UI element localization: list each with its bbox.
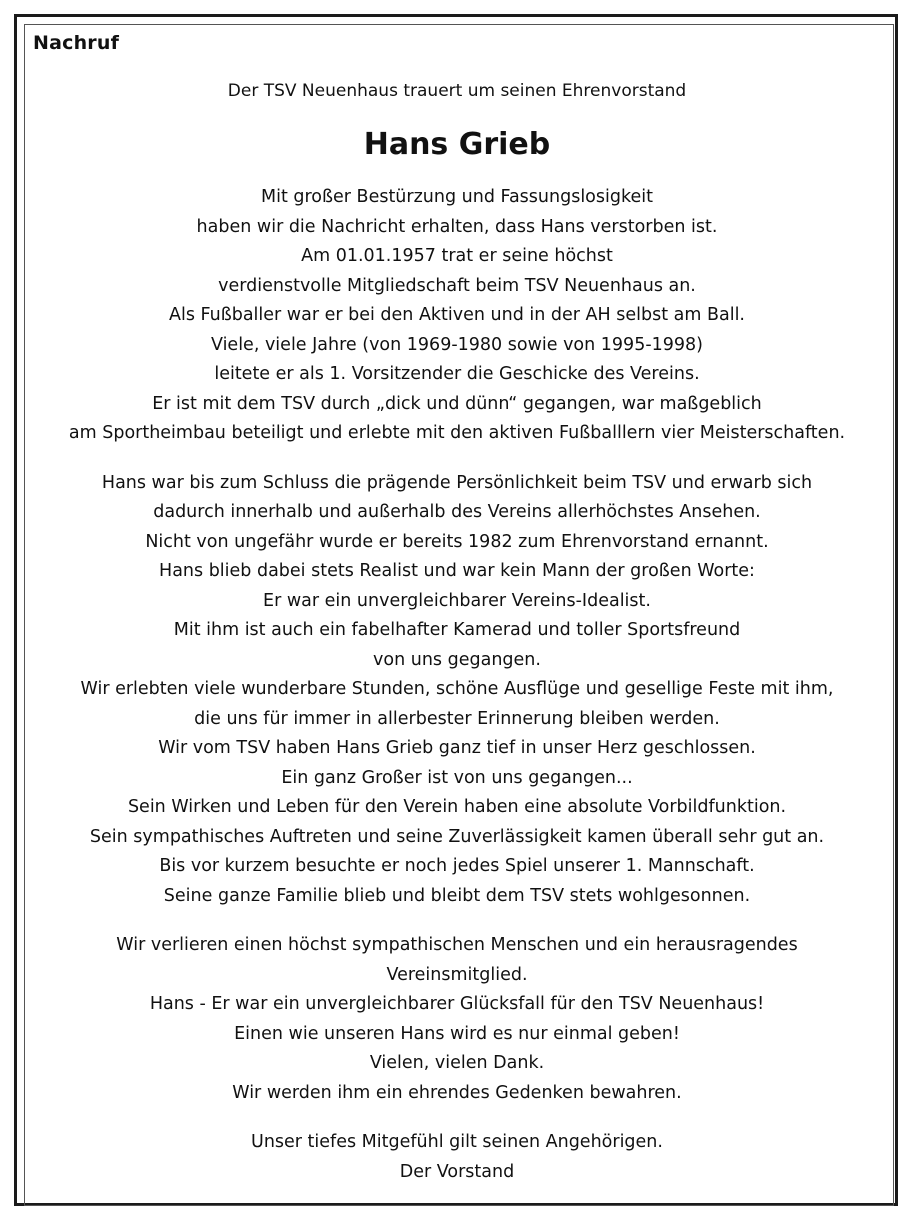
obituary-body xyxy=(30,77,884,1187)
text-line: Vielen, vielen Dank. xyxy=(369,1053,545,1073)
text-line: Mit ihm ist auch ein fabelhafter Kamerad und toller Sportsfreund xyxy=(173,620,741,640)
text-line: leitete er als 1. Vorsitzender die Geschicke des Vereins. xyxy=(214,364,700,384)
paragraph-3 xyxy=(30,931,884,1108)
text-line: Viele, viele Jahre (von 1969-1980 sowie von 1995-1998) xyxy=(210,334,704,355)
text-line: Wir verlieren einen höchst sympathischen Menschen und ein herausragendes xyxy=(116,935,798,955)
text-line: Wir vom TSV haben Hans Grieb ganz tief in unser Herz geschlossen. xyxy=(158,738,756,758)
paragraph-1 xyxy=(30,183,884,449)
paragraph-2 xyxy=(30,469,884,912)
text-line: Einen wie unseren Hans wird es nur einmal geben! xyxy=(234,1023,680,1044)
text-line: am Sportheimbau beteiligt und erlebte mit den aktiven Fußballlern vier Meisterschaften. xyxy=(68,423,846,443)
text-line: Bis vor kurzem besuchte er noch jedes Spiel unserer 1. Mannschaft. xyxy=(159,856,755,876)
text-line: Wir erlebten viele wunderbare Stunden, schöne Ausflüge und gesellige Feste mit ihm, xyxy=(80,679,834,699)
text-line: Am 01.01.1957 trat er seine höchst xyxy=(301,246,613,266)
text-line: Als Fußballer war er bei den Aktiven und in der AH selbst am Ball. xyxy=(168,305,745,325)
text-line: haben wir die Nachricht erhalten, dass Hans verstorben ist. xyxy=(196,216,718,237)
closing-paragraph xyxy=(30,1128,884,1187)
text-line: verdienstvolle Mitgliedschaft beim TSV Neuenhaus an. xyxy=(218,275,696,296)
text-line: Ein ganz Großer ist von uns gegangen... xyxy=(281,767,633,788)
text-line: dadurch innerhalb und außerhalb des Vereins allerhöchstes Ansehen. xyxy=(153,502,761,522)
text-line: Hans blieb dabei stets Realist und war kein Mann der großen Worte: xyxy=(159,561,755,581)
text-line: Seine ganze Familie blieb und bleibt dem TSV stets wohlgesonnen. xyxy=(163,885,751,906)
text-line: von uns gegangen. xyxy=(373,649,541,670)
deceased-name: Hans Grieb xyxy=(363,127,551,162)
text-line: Sein sympathisches Auftreten und seine Zuverlässigkeit kamen überall sehr gut an. xyxy=(89,826,825,847)
obituary-heading: Nachruf xyxy=(33,32,120,54)
text-line: Mit großer Bestürzung und Fassungslosigkeit xyxy=(261,187,653,207)
text-line: Nicht von ungefähr wurde er bereits 1982 zum Ehrenvorstand ernannt. xyxy=(145,531,769,552)
text-line: Er war ein unvergleichbarer Vereins-Idealist. xyxy=(263,590,651,611)
text-line: Wir werden ihm ein ehrendes Gedenken bewahren. xyxy=(232,1082,682,1103)
text-line: Vereinsmitglied. xyxy=(386,964,528,985)
condolence-line: Unser tiefes Mitgefühl gilt seinen Angehörigen. xyxy=(251,1132,663,1152)
text-line: Sein Wirken und Leben für den Verein haben eine absolute Vorbildfunktion. xyxy=(127,797,787,817)
text-line: Er ist mit dem TSV durch „dick und dünn“ gegangen, war maßgeblich xyxy=(152,393,762,414)
signature-line: Der Vorstand xyxy=(399,1161,515,1182)
intro-line: Der TSV Neuenhaus trauert um seinen Ehrenvorstand xyxy=(227,81,687,101)
text-line: die uns für immer in allerbester Erinnerung bleiben werden. xyxy=(194,708,720,729)
text-line: Hans war bis zum Schluss die prägende Persönlichkeit beim TSV und erwarb sich xyxy=(101,472,813,493)
text-line: Hans - Er war ein unvergleichbarer Glücksfall für den TSV Neuenhaus! xyxy=(149,994,765,1014)
